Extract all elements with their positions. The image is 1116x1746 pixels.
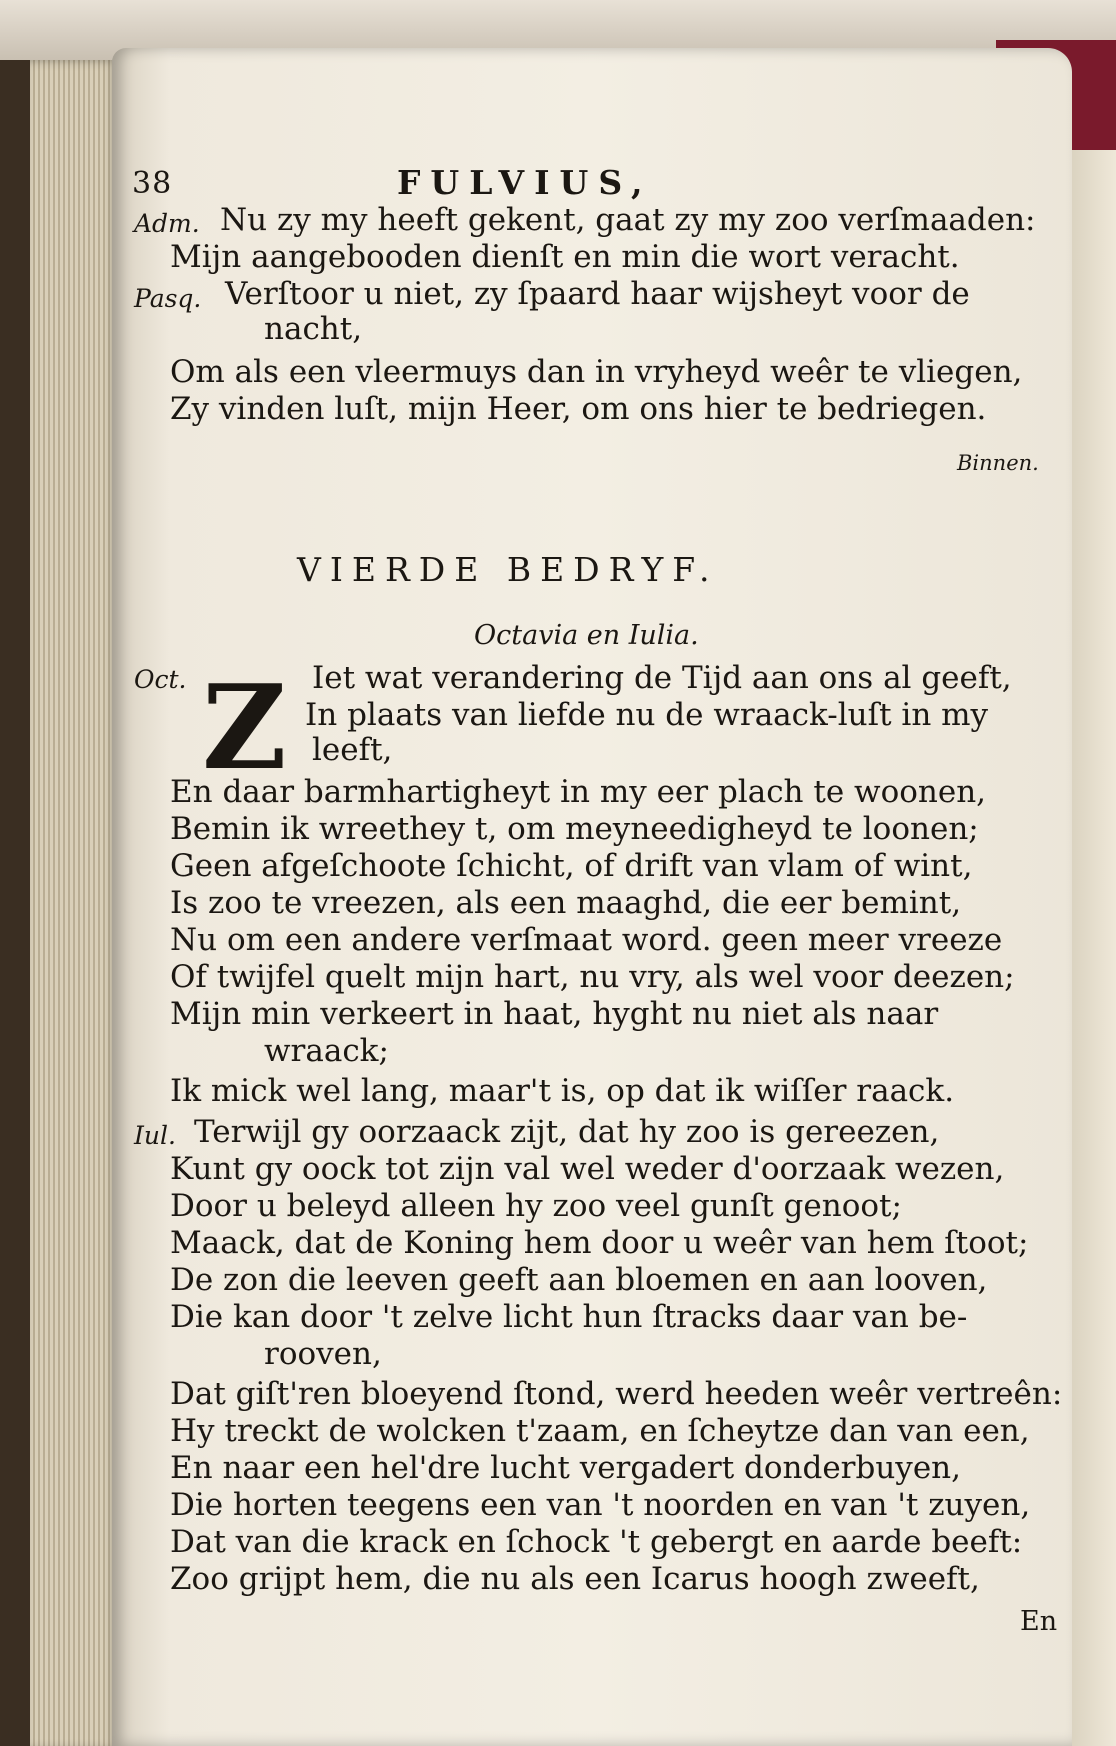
act-title: VIERDE BEDRYF. (297, 550, 719, 589)
book-page (112, 48, 1072, 1746)
verse-line: Dat van die krack en ſchock 't gebergt en aarde beeft: (170, 1524, 1023, 1560)
verse-line: Zoo grijpt hem, die nu als een Icarus hoogh zweeft, (170, 1561, 980, 1597)
verse-line: Om als een vleermuys dan in vryheyd weêr te vliegen, (170, 354, 1023, 390)
verse-line: Nu zy my heeft gekent, gaat zy my zoo verſmaaden: (220, 202, 1036, 238)
speaker-label: Oct. (134, 665, 187, 694)
verse-line: Geen afgeſchoote ſchicht, of drift van vlam of wint, (170, 848, 973, 884)
speaker-label: Pasq. (134, 284, 202, 313)
speaker-label: Iul. (134, 1121, 176, 1150)
page-stack (30, 60, 120, 1746)
cast-list: Octavia en Iulia. (474, 620, 699, 651)
verse-line: Is zoo te vreezen, als een maaghd, die eer bemint, (170, 885, 962, 921)
stage-direction: Binnen. (957, 451, 1039, 475)
verse-line: Of twijfel quelt mijn hart, nu vry, als wel voor deezen; (170, 959, 1015, 995)
verse-line: En daar barmhartigheyt in my eer plach te woonen, (170, 774, 987, 810)
verse-line: En naar een hel'dre lucht vergadert donderbuyen, (170, 1450, 961, 1486)
verse-line: Door u beleyd alleen hy zoo veel gunſt genoot; (170, 1188, 902, 1224)
verse-line: rooven, (264, 1336, 382, 1372)
verse-line: wraack; (264, 1033, 389, 1069)
verse-line: Zy vinden luſt, mijn Heer, om ons hier te bedriegen. (170, 391, 987, 427)
catchword: En (1020, 1606, 1058, 1637)
verse-line: Die kan door 't zelve licht hun ſtracks daar van be- (170, 1299, 968, 1335)
facing-page-edge (1066, 150, 1116, 1746)
verse-line: Nu om een andere verſmaat word. geen meer vreeze (170, 922, 1003, 958)
verse-line: Terwijl gy oorzaack zijt, dat hy zoo is gereezen, (194, 1114, 940, 1150)
verse-line: Ik mick wel lang, maar't is, op dat ik wiſſer raack. (170, 1073, 955, 1109)
drop-cap: Z (202, 660, 287, 796)
verse-line: Die horten teegens een van 't noorden en van 't zuyen, (170, 1487, 1031, 1523)
verse-line: leeft, (312, 732, 393, 768)
speaker-label: Adm. (134, 209, 200, 238)
verse-line: Hy treckt de wolcken t'zaam, en ſcheytze dan van een, (170, 1413, 1030, 1449)
verse-line: Dat giſt'ren bloeyend ſtond, werd heeden weêr vertreên: (170, 1376, 1063, 1412)
running-head: FULVIUS, (397, 163, 653, 202)
verse-line: De zon die leeven geeft aan bloemen en aan looven, (170, 1262, 988, 1298)
verse-line: Iet wat verandering de Tijd aan ons al geeft, (312, 660, 1012, 696)
verse-line: Verſtoor u niet, zy ſpaard haar wijsheyt voor de (225, 276, 970, 312)
verse-line: Mijn min verkeert in haat, hyght nu niet als naar (170, 996, 939, 1032)
page-number: 38 (132, 166, 173, 201)
verse-line: Maack, dat de Koning hem door u weêr van hem ſtoot; (170, 1225, 1029, 1261)
verse-line: Mijn aangebooden dienſt en min die wort veracht. (170, 239, 960, 275)
verse-line: In plaats van liefde nu de wraack-luſt in my (305, 697, 989, 733)
verse-line: Kunt gy oock tot zijn val wel weder d'oorzaak wezen, (170, 1151, 1005, 1187)
verse-line: Bemin ik wreethey t, om meyneedigheyd te loonen; (170, 811, 979, 847)
verse-line: nacht, (264, 311, 363, 347)
